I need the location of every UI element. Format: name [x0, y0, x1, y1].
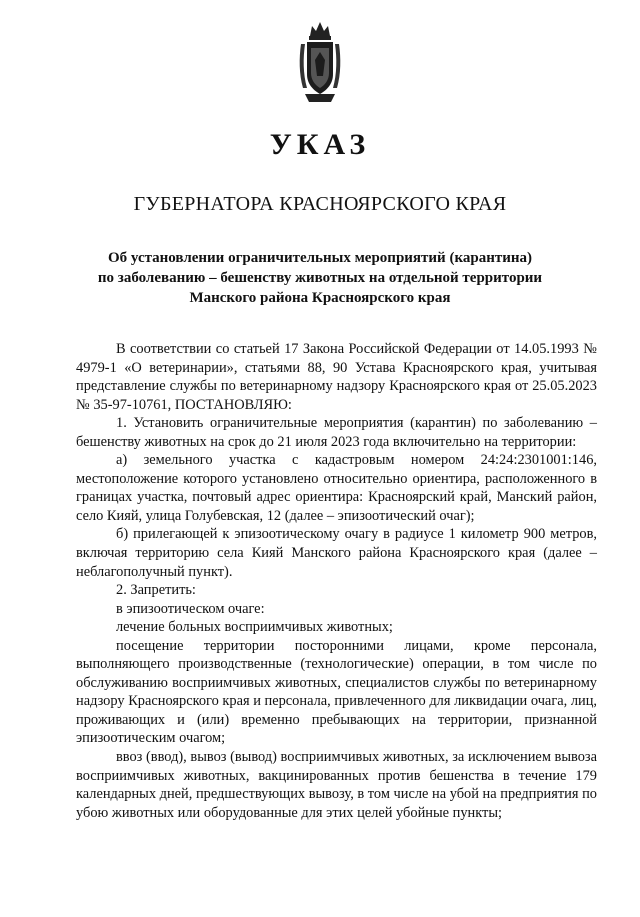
paragraph-item-1: 1. Установить ограничительные мероприятия (карантин) по заболеванию – бешенству животных на срок до 21 июля 2023 года включительно на территории:	[76, 415, 597, 450]
heading-line: Об установлении ограничительных мероприятий (карантина)	[107, 250, 532, 266]
coat-of-arms-emblem	[297, 18, 343, 104]
paragraph-prohibition: посещение территории посторонними лицами, кроме персонала, выполняющего производственные (технологические) операции, в том числе по обслуживанию восприимчивых животных, специалистов службы по ветеринарному надзору Красноярского края и персонала, привлеченного для ликвидации очага, лиц, проживающих и (или) временно пребывающих на территории, признанной эпизоотическим очагом;	[76, 637, 597, 747]
paragraph-item-1b: б) прилегающей к эпизоотическому очагу в радиусе 1 километр 900 метров, включая территорию села Кияй Манского района Красноярского края (далее – неблагополучный пункт).	[76, 526, 597, 580]
document-body	[76, 340, 597, 822]
paragraph-item-1a: а) земельного участка с кадастровым номером 24:24:2301001:146, местоположение которого установлено относительно ориентира, расположенного в границах участка, почтовый адрес ориентира: Красноярский край, Манский район, село Кияй, улица Голубевская, 12 (далее – эпизоотический очаг);	[76, 452, 597, 524]
document-title: УКАЗ	[269, 128, 371, 161]
paragraph-prohibition: ввоз (ввод), вывоз (вывод) восприимчивых животных, за исключением вывоза восприимчивых животных, вакцинированных против бешенства в течение 179 календарных дней, предшествующих вывозу, в том числе на убой на предприятия по убою животных или оборудованные для этих целей убойные пункты;	[76, 749, 597, 821]
paragraph-preamble: В соответствии со статьей 17 Закона Российской Федерации от 14.05.1993 № 4979-1 «О ветеринарии», статьями 88, 90 Устава Красноярского края, учитывая представление службы по ветеринарному надзору Красноярского края от 25.05.2023 № 35-97-10761, ПОСТАНОВЛЯЮ:	[76, 341, 597, 413]
issuing-authority: ГУБЕРНАТОРА КРАСНОЯРСКОГО КРАЯ	[133, 193, 507, 215]
paragraph-subheading: в эпизоотическом очаге:	[116, 600, 265, 617]
paragraph-item-2: 2. Запретить:	[116, 582, 196, 599]
paragraph-prohibition: лечение больных восприимчивых животных;	[116, 619, 393, 636]
document-heading	[60, 248, 580, 308]
heading-line: Манского района Красноярского края	[189, 290, 451, 306]
heading-line: по заболеванию – бешенству животных на отдельной территории	[97, 270, 543, 286]
